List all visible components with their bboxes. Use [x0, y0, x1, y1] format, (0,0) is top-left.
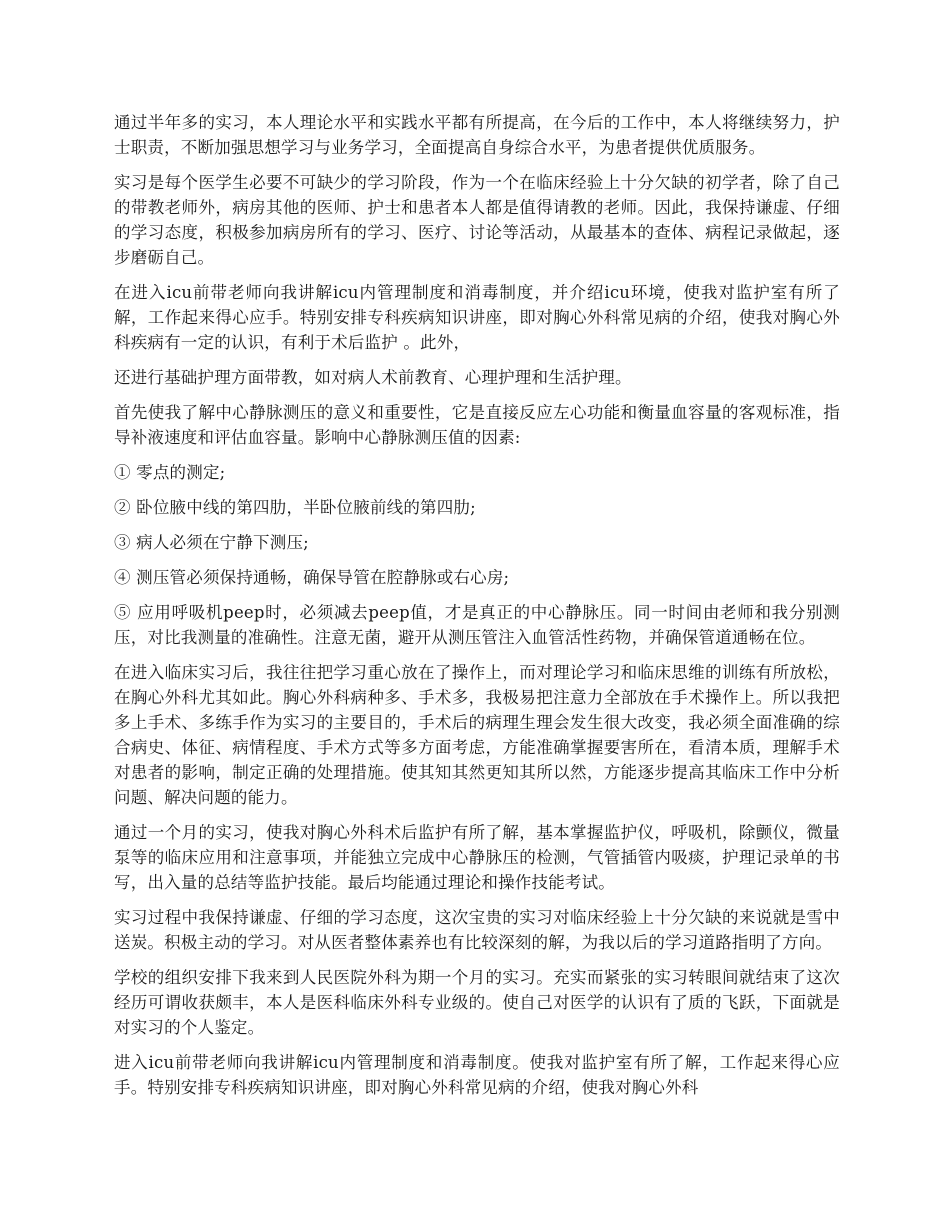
- paragraph-5: 首先使我了解中心静脉测压的意义和重要性，它是直接反应左心功能和衡量血容量的客观标准，指导补液速度和评估血容量。影响中心静脉测压值的因素:: [114, 403, 840, 447]
- list-item-2: ② 卧位腋中线的第四肋，半卧位腋前线的第四肋;: [114, 498, 476, 517]
- paragraph-1: 通过半年多的实习，本人理论水平和实践水平都有所提高，在今后的工作中，本人将继续努力，护士职责，不断加强思想学习与业务学习，全面提高自身综合水平，为患者提供优质服务。: [114, 113, 840, 157]
- paragraph-2: 实习是每个医学生必要不可缺少的学习阶段，作为一个在临床经验上十分欠缺的初学者，除了自己的带教老师外，病房其他的医师、护士和患者本人都是值得请教的老师。因此，我保持谦虚、仔细的学习态度，积极参加病房所有的学习、医疗、讨论等活动，从最基本的查体、病程记录做起，逐步磨砺自己。: [114, 173, 840, 267]
- document-body: [114, 110, 840, 1100]
- list-item-1: ① 零点的测定;: [114, 463, 226, 482]
- paragraph-9: 学校的组织安排下我来到人民医院外科为期一个月的实习。充实而紧张的实习转眼间就结束了这次经历可谓收获颇丰，本人是医科临床外科专业级的。使自己对医学的认识有了质的飞跃，下面就是对实习的个人鉴定。: [114, 968, 840, 1037]
- list-item-3: ③ 病人必须在宁静下测压;: [114, 533, 309, 552]
- list-item-4: ④ 测压管必须保持通畅，确保导管在腔静脉或右心房;: [114, 568, 510, 587]
- paragraph-7: 通过一个月的实习，使我对胸心外科术后监护有所了解，基本掌握监护仪，呼吸机，除颤仪，微量泵等的临床应用和注意事项，并能独立完成中心静脉压的检测，气管插管内吸痰，护理记录单的书写，出入量的总结等监护技能。最后均能通过理论和操作技能考试。: [114, 823, 840, 892]
- paragraph-10: 进入icu前带老师向我讲解icu内管理制度和消毒制度。使我对监护室有所了解，工作起来得心应手。特别安排专科疾病知识讲座，即对胸心外科常见病的介绍，使我对胸心外科: [114, 1053, 840, 1097]
- list-item-5: ⑤ 应用呼吸机peep时，必须减去peep值，才是真正的中心静脉压。同一时间由老师和我分别测压，对比我测量的准确性。注意无菌，避开从测压管注入血管活性药物，并确保管道通畅在位。: [114, 603, 840, 647]
- paragraph-6: 在进入临床实习后，我往往把学习重心放在了操作上，而对理论学习和临床思维的训练有所放松，在胸心外科尤其如此。胸心外科病种多、手术多，我极易把注意力全部放在手术操作上。所以我把多上手术、多练手作为实习的主要目的，手术后的病理生理会发生很大改变，我必须全面准确的综合病史、体征、病情程度、手术方式等多方面考虑，方能准确掌握要害所在，看清本质，理解手术对患者的影响，制定正确的处理措施。使其知其然更知其所以然，方能逐步提高其临床工作中分析问题、解决问题的能力。: [114, 663, 840, 807]
- paragraph-8: 实习过程中我保持谦虚、仔细的学习态度，这次宝贵的实习对临床经验上十分欠缺的来说就是雪中送炭。积极主动的学习。对从医者整体素养也有比较深刻的解，为我以后的学习道路指明了方向。: [114, 908, 840, 952]
- paragraph-4: 还进行基础护理方面带教，如对病人术前教育、心理护理和生活护理。: [114, 368, 632, 387]
- paragraph-3: 在进入icu前带老师向我讲解icu内管理制度和消毒制度，并介绍icu环境，使我对监护室有所了解，工作起来得心应手。特别安排专科疾病知识讲座，即对胸心外科常见病的介绍，使我对胸心外科疾病有一定的认识，有利于术后监护 。此外，: [114, 283, 840, 352]
